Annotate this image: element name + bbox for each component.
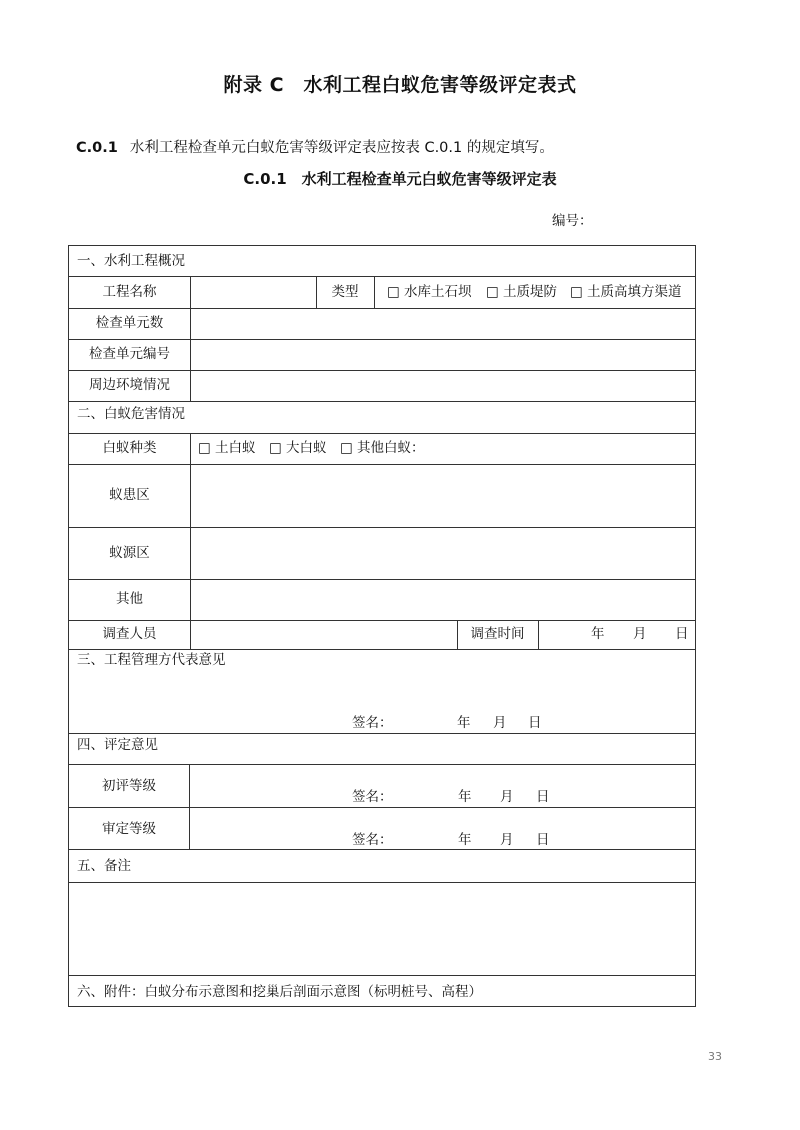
infested-area-label: 蚁患区	[109, 487, 150, 503]
section-5-title: 五、备注	[77, 858, 131, 874]
investigator-label: 调查人员	[102, 626, 157, 642]
section-3-month: 月	[493, 715, 507, 731]
final-grade-day: 日	[536, 832, 550, 848]
table-caption: C.0.1 水利工程检查单元白蚁危害等级评定表	[243, 170, 557, 188]
section-3-day: 日	[528, 715, 542, 731]
final-grade-year: 年	[458, 832, 472, 848]
clause-paragraph	[76, 136, 554, 157]
survey-date-month: 月	[633, 626, 647, 642]
species-label: 白蚁种类	[102, 440, 157, 456]
section-2-title: 二、白蚁危害情况	[77, 406, 185, 422]
final-grade-signature-label: 签名：	[352, 832, 393, 848]
unit-number-label: 检查单元编号	[89, 346, 170, 362]
type-label: 类型	[331, 284, 359, 300]
clause-text: 水利工程检查单元白蚁危害等级评定表应按表 C.0.1 的规定填写。	[129, 140, 554, 156]
other-label: 其他	[116, 591, 143, 607]
project-name-label: 工程名称	[102, 284, 157, 300]
initial-grade-month: 月	[500, 789, 514, 805]
section-6-title: 六、附件：白蚁分布示意图和挖巢后剖面示意图（标明桩号、高程）	[77, 984, 482, 1000]
species-option-soil-termite[interactable]: □ 土白蚁	[198, 440, 256, 456]
final-grade-label: 审定等级	[102, 821, 156, 837]
type-option-earth-levee[interactable]: □ 土质堤防	[486, 284, 558, 300]
survey-date-day: 日	[675, 626, 689, 642]
final-grade-month: 月	[500, 832, 514, 848]
section-3-year: 年	[457, 715, 471, 731]
clause-number: C.0.1	[76, 140, 118, 156]
page-number: 33	[708, 1050, 722, 1063]
section-4-title: 四、评定意见	[77, 737, 158, 753]
type-option-reservoir-dam[interactable]: □ 水库土石坝	[387, 284, 472, 300]
initial-grade-year: 年	[458, 789, 472, 805]
initial-grade-label: 初评等级	[102, 778, 156, 794]
species-option-big-termite[interactable]: □ 大白蚁	[269, 440, 327, 456]
appendix-title: 附录 C 水利工程白蚁危害等级评定表式	[223, 74, 577, 96]
section-3-title: 三、工程管理方代表意见	[77, 652, 226, 668]
environment-label: 周边环境情况	[89, 377, 170, 393]
section-1-title: 一、水利工程概况	[77, 253, 185, 269]
initial-grade-signature-label: 签名：	[352, 789, 393, 805]
type-option-high-fill-canal[interactable]: □ 土质高填方渠道	[570, 284, 682, 300]
serial-number-label: 编号：	[552, 213, 593, 229]
initial-grade-day: 日	[536, 789, 550, 805]
survey-date-year: 年	[591, 626, 605, 642]
unit-count-label: 检查单元数	[95, 315, 164, 331]
section-3-signature-label: 签名：	[352, 715, 393, 731]
species-option-other-termite[interactable]: □ 其他白蚁：	[340, 440, 425, 456]
source-area-label: 蚁源区	[109, 545, 150, 561]
survey-time-label: 调查时间	[470, 626, 525, 642]
assessment-form-table	[68, 245, 696, 1007]
